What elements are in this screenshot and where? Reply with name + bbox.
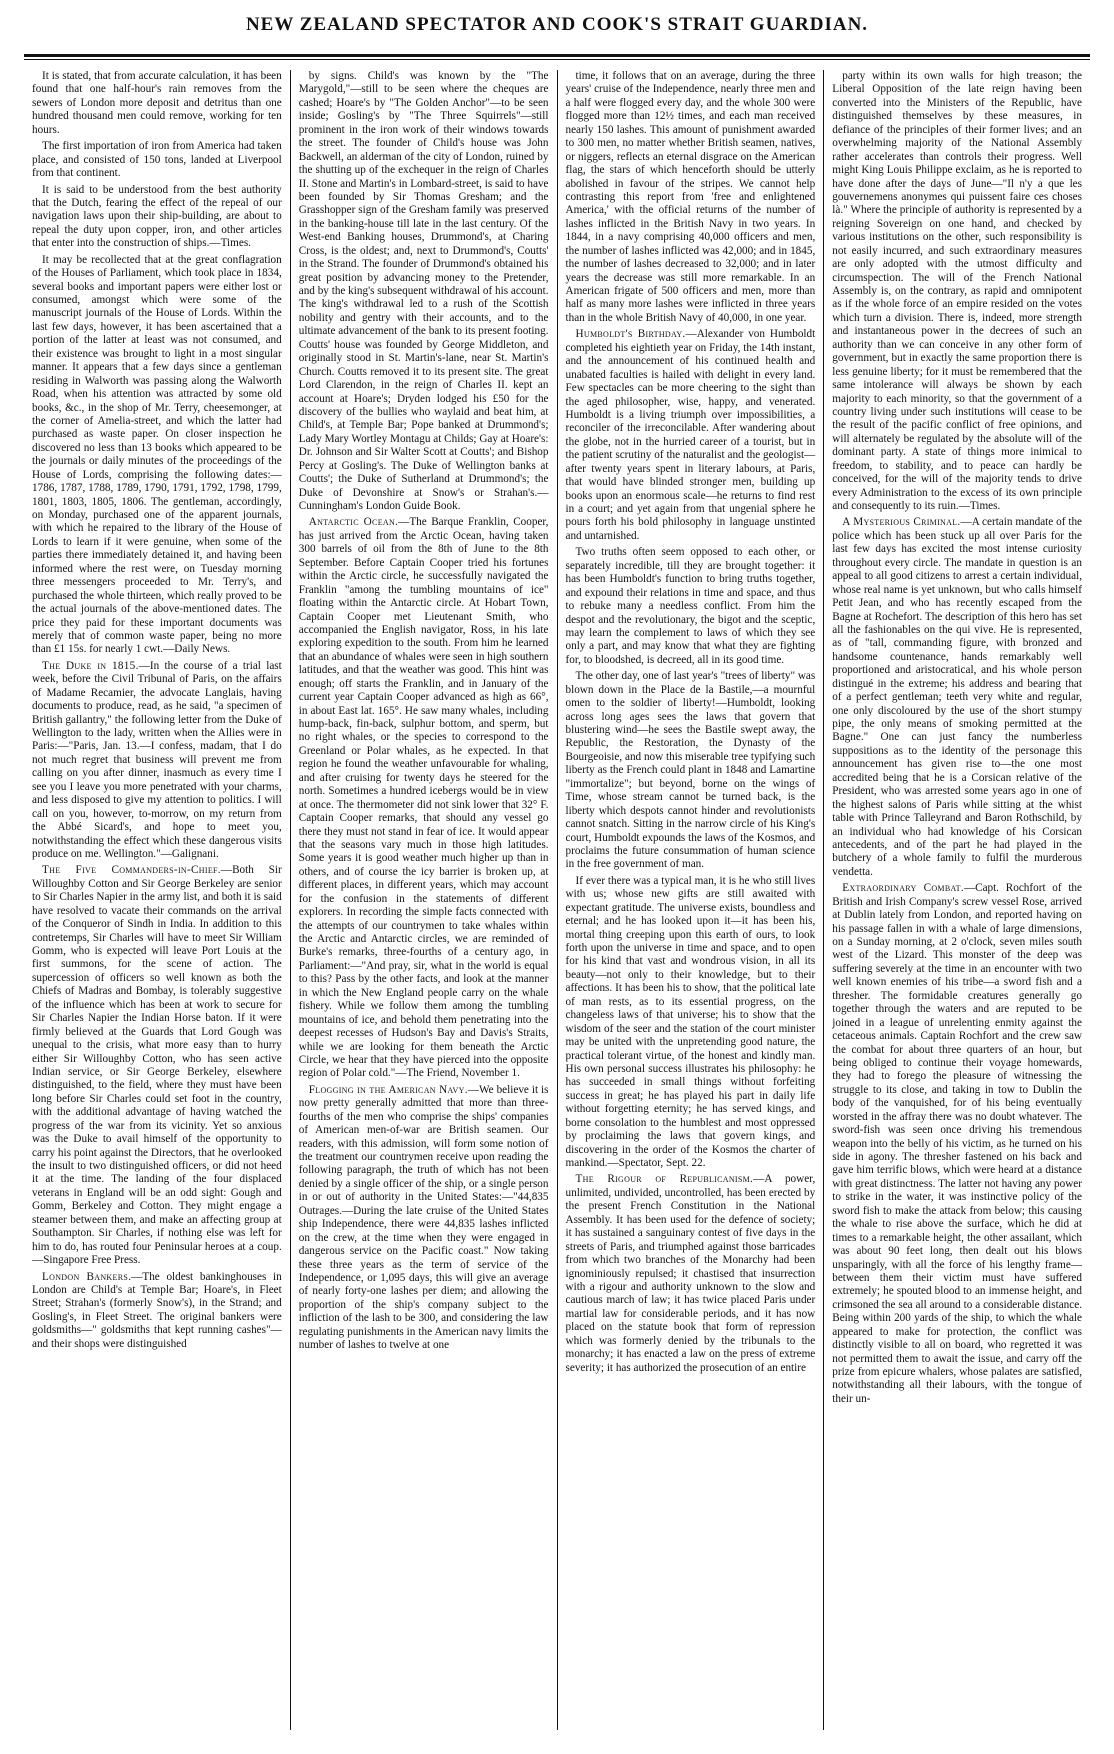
article-heading: The Five Commanders-in-Chief. <box>42 864 221 877</box>
masthead-title: NEW ZEALAND SPECTATOR AND COOK'S STRAIT GUARDIAN. <box>245 14 869 35</box>
article-paragraph <box>32 140 282 180</box>
article-text: by signs. Child's was known by the "The Marygold,"—still to be seen where the cheques are cashed; Hoare's by "The Golden Anchor"—to be seen inside; Gosling's by "The Three Squirrels"—still prominent in the iron work of their windows towards the street. The founder of Child's house was John Backwell, an alderman of the city of London, ruined by the shutting up of the exchequer in the reign of Charles II. Stone and Martin's in Lombard-street, is said to have been founded by Sir Thomas Gresham; and the Grasshopper sign of the Gresham family was preserved in the banking-house till late in the last century. Of the West-end Banking houses, Drummond's, at Charing Cross, is the oldest; and, next to Drummond's, Coutts' in the Strand. The founder of Drummond's obtained his great position by advancing money to the Pretender, and by the king's subsequent withdrawal of his account. The king's withdrawal led to a rush of the Scottish nobility and gentry with their accounts, and to the ultimate advancement of the bank to its present footing. Coutts' house was founded by George Middleton, and originally stood in St. Martin's-lane, near St. Martin's Church. Coutts removed it to its present site. The great Lord Clarendon, in the reign of Charles II. kept an account at Hoare's; Dryden lodged his £50 for the discovery of the bullies who waylaid and beat him, at Child's, at Temple Bar; Pope banked at Drummond's; Lady Mary Wortley Montagu at Childs; Gay at Hoare's: Dr. Johnson and Sir Walter Scott at Coutts'; and Bishop Percy at Gosling's. The Duke of Wellington banks at Coutts'; the Duke of Sutherland at Drummond's; the Duke of Devonshire at Snow's or Strahan's.—Cunningham's London Guide Book. <box>298 70 549 512</box>
article-text: The first importation of iron from America had taken place, and consisted of 150 tons, landed at Liverpool from that continent. <box>32 140 282 180</box>
article-text: party within its own walls for high treason; the Liberal Opposition of the late reign having been converted into the Ministers of the Republic, have distinguished themselves by these measures, in defiance of the principles of their former lives; and an overwhelming majority of the National Assembly rather accelerates than controls their progress. Well might King Louis Philippe exclaim, as he is reported to have done after the days of June—"Il n'y a que les gouvernemens anonymes qui puissent faire ces choses là." Where the principle of authority is represented by a reigning Sovereign on one hand, and checked by various institutions on the other, such responsibility is not easily incurred, and such extraordinary measures are only adopted with the utmost difficulty and circumspection. The will of the French National Assembly is, on the contrary, as rapid and omnipotent as if the whole force of an empire resided on the votes which turn a division. There is, indeed, more strength and instantaneous power in the decrees of such an authority than we can conceive in any other form of government, but in exactly the same proportion there is less genuine liberty; for it must be remembered that the same intolerance will always be shown by each majority to each minority, so that the government of a country living under such institutions will cease to be the result of the pacific conflict of free opinions, and will alternately be regulated by the absolute will of the dominant party. A state of things more inimical to freedom, to stability, and to peace can hardly be conceived, for the will of the majority tends to drive every Administration to the excess of its own principle and consequently to its ruin.—Times. <box>832 70 1082 512</box>
article-text: If ever there was a typical man, it is he who still lives with us; whose new gifts are still awaited with expectant gratitude. The universe exists, boundless and eternal; and he has looked upon it—it has been his, mortal thing creeping upon this earth of ours, to look forth upon the universe in time and space, and to open for his kind that vast and wondrous vision, in all its beauty—not only to their knowledge, but to their affections. It has been his to show, that the political late of man rests, as to its essential progress, on the changeless laws of that universe; his to show that the wisdom of the seer and the station of the court minister may be united with the unpretending good nature, the practical tolerant virtue, of the honest and kindly man. His own personal success illustrates his philosophy: he has succeeded in small things without forfeiting success in great; he has played his part in daily life without forgetting eternity; he has served kings, and borne consolation to the humblest and most oppressed by proclaiming the laws that govern kings, and discovering in the order of the Kosmos the charter of mankind.—Spectator, Sept. 22. <box>565 874 816 1169</box>
article-text: —Alexander von Humboldt completed his eightieth year on Friday, the 14th instant, and the announcement of his continued health and unabated faculties is hailed with delight in every land. Few spectacles can be more cheering to the sight than the aged philosopher, wise, happy, and venerated. Humboldt is a living triumph over impossibilities, a reconciler of the irreconcilable. After wandering about the globe, not in the hurried career of a tourist, but in the patient scrutiny of the naturalist and the geologist—after twenty years spent in literary labours, at Paris, that would have blinded stronger men, building up books upon an enormous scale—he returns to find rest in a court; and yet again from that ungenial sphere he pours forth his bold philosophy in language unstinted and untarnished. <box>565 328 816 542</box>
article-paragraph <box>32 184 282 251</box>
article-paragraph <box>566 70 816 325</box>
article-heading: The Duke in 1815. <box>42 659 139 672</box>
article-text: —The Barque Franklin, Cooper, has just arrived from the Arctic Ocean, having taken 300 barrels of oil from the 8th of June to the 8th September. Before Captain Cooper tried his fortunes within the Arctic circle, he successfully navigated the Franklin "among the tumbling mountains of ice" floating within the Antarctic circle. At Hobart Town, Captain Cooper met Lieutenant Smith, who accompanied the English navigator, Ross, in his late exploring expedition to the south. From him he learned that an abundance of whales were seen in high southern latitudes, and that the weather was good. This hint was enough; off starts the Franklin, and in January of the current year Captain Cooper advanced as high as 66°, in about East lat. 165°. He saw many whales, including hump-back, fin-back, sulphur bottom, and sperm, but no right whales, or the species to correspond to the Greenland or Polar whales, as he expected. In that region he found the weather unfavourable for whaling, and after cruising for twenty days he steered for the north. Sometimes a hundred icebergs would be in view at once. The thermometer did not sink lower that 32° F. Captain Cooper remarks, that should any vessel go there they must not stand in fear of ice. It would appear that the seasons vary much in those high latitudes. Some years it is good weather much higher up than in others, and of course the icy barrier is broken up, at different places, in different years, which may account for the confusion in the statements of different explorers. In recording the simple facts connected with the attempts of our countrymen to take whales within the Arctic and Antarctic circles, we are reminded of Burke's remarks, three-fourths of a century ago, in Parliament:—"And pray, sir, what in the world is equal to this? Pass by the other facts, and look at the manner in which the New England people carry on the whale fishery. While we follow them among the tumbling mountains of ice, and behold them penetrating into the deepest recesses of Hudson's Bay and Davis's Straits, while we are looking for them beneath the Arctic Circle, we hear that they have pierced into the opposite region of Polar cold."—The Friend, November 1. <box>298 516 549 1080</box>
article-text: —Both Sir Willoughby Cotton and Sir George Berkeley are senior to Sir Charles Napier in the army list, and both it is said have resolved to vacate their commands on the arrival of the Conqueror of Sindh in India. In addition to this contretemps, Sir Charles will have to meet Sir William Gomm, who is expected will leave Port Louis at the first summons, for the scene of action. The supercession of officers so well known as both the Chiefs of Madras and Bombay, is tolerably suggestive of the influence which has been at work to secure for Sir Charles Napier the Indian Horse baton. If it were firmly believed at the Guards that Lord Gough was unequal to the crisis, what more easy than to hurry either Sir Willoughby Cotton, who has seen active Indian service, or Sir George Berkeley, elsewhere distinguished, to the field, where they must have been long before Sir Charles could set foot in the country, with the additional advantage of having watched the progress of the war from its vicinity. Yet so anxious was the Duke to avail himself of the opportunity to carry his point against the Directors, that he overlooked the insult to two distinguished officers, or did not heed it at the time. The landing of the four displaced veterans in England will be an odd sight: Gough and Gomm, Berkeley and Cotton. They might engage a steamer between them, and make an affecting group at Southampton. Sir Charles, if nothing else was left for him to do, has routed four Peninsular heroes at a coup.—Singapore Free Press. <box>32 864 282 1267</box>
article-text: —A power, unlimited, undivided, uncontrolled, has been erected by the present French Constitution in the National Assembly. It has been used for the defence of society; it has sustained a sanguinary contest of five days in the streets of Paris, and triumphed against those barricades from which two branches of the Monarchy had been ignominiously repulsed; it chastised that insurrection with a rigour and authority unknown to the slow and cautious march of law; it has twice placed Paris under martial law for considerable periods, and it has now placed on the statute book that form of repression which was formerly denied by the tribunals to the monarchy; it has enacted a law on the press of extreme severity; it has authorized the prosecution of an entire <box>565 1173 816 1374</box>
article-heading: A Mysterious Criminal. <box>842 516 961 529</box>
article-paragraph <box>32 1271 282 1352</box>
article-paragraph <box>32 70 282 137</box>
article-paragraph <box>32 660 282 862</box>
article-paragraph <box>299 516 549 1080</box>
article-text: time, it follows that on an average, during the three years' cruise of the Independence, nearly three men and a half were flogged every day, and the whole 300 were flogged more than 12½ times, and each man received nearly 150 lashes. This amount of punishment awarded to 300 men, no matter whether British seamen, natives, or niggers, reflects an eternal disgrace on the American flag, the stars of which henceforth should be utterly abolished in favour of the stripes. We cannot help contrasting this report from 'free and enlightened America,' with the official returns of the number of lashes inflicted in the British Navy in two years. In 1844, in a navy comprising 40,000 officers and men, the number of lashes inflicted was 42,000; and in 1845, the number of lashes decreased to 32,000; and in later years the decrease was still more remarkable. In an American frigate of 500 officers and men, more than half as many more lashes were inflicted in three years than in the whole British Navy of 40,000, in one year. <box>565 70 816 324</box>
article-paragraph <box>566 670 816 872</box>
article-heading: Humboldt's Birthday. <box>575 328 686 341</box>
article-heading: London Bankers. <box>42 1270 132 1283</box>
article-text: —A certain mandate of the police which has been stuck up all over Paris for the last few days has excited the most intense curiosity throughout every circle. The mandate in question is an appeal to all good citizens to arrest a certain individual, whose real name is yet unknown, but who calls himself Petit Jean, and who has recently escaped from the Bagne at Rochefort. The description of this hero has set all the fashionables on the qui vive. He is represented, as of "tall, commanding figure, with bronzed and handsome countenance, hands remarkably well proportioned and aristocratical, and his whole person distingué in the extreme; his address and bearing that of a perfect gentleman; teeth very white and regular, one only discoloured by the use of the short stumpy pipe, the only means of smoking permitted at the Bagne." One can just fancy the numberless suppositions as to the identity of the personage this announcement has given rise to—the one most accredited being that he is a Corsican relative of the President, who was arrested some years ago in one of the highest salons of Paris while sitting at the whist table with Prince Talleyrand and Baron Rothschild, by an individual who had knowledge of his Corsican antecedents, and of the part he had played in the butchery of a whole family to fulfil the murderous vendetta. <box>832 516 1082 878</box>
article-paragraph <box>32 864 282 1267</box>
column-1 <box>24 70 291 1730</box>
article-text: —Capt. Rochfort of the British and Irish Company's screw vessel Rose, arrived at Dublin lately from London, and reported having on his passage fallen in with a whale of large dimensions, on a Sunday morning, at 2 o'clock, seven miles south west of the Lizard. This monster of the deep was suffering severely at the time in an encounter with two well known enemies of his tribe—a sword fish and a thresher. The formidable creatures generally go together through the waters and are reputed to be joined in a league of unrelenting enmity against the cetaceous animals. Captain Rochfort and the crew saw the combat for about three quarters of an hour, but being obliged to continue their voyage homewards, they had to forego the pleasure of witnessing the struggle to its close, and taking in tow to Dublin the body of the vanquished, for of his being eventually worsted in the affray there was no doubt whatever. The sword-fish was seen once driving his tremendous weapon into the belly of his victim, as he turned on his side in agony. The thresher fastened on his back and gave him terrific blows, which were heard at a distance with great distinctness. The latter not having any power to strike in the water, it was instinctive policy of the sword fish to make the attack from below; this causing the whale to rise above the surface, which he did at times to a remarkable height, the other assailant, which was about 90 feet long, then dealt out his blows unsparingly, with all the force of his lengthy frame—between them their victim must have suffered extremely; he spouted blood to an immense height, and crimsoned the sea all around to a considerable distance. Being within 200 yards of the ship, to which the whale appeared to make for protection, the conflict was distinctly visible to all on board, who regretted it was not permitted them to await the issue, and carry off the prize from epicure whalers, whose palates are satisfied, notwithstanding all their labours, with the tongue of their un- <box>832 882 1082 1405</box>
article-paragraph <box>566 875 816 1171</box>
article-paragraph <box>832 70 1082 513</box>
masthead-rule-thick <box>24 54 1090 57</box>
article-heading: Extraordinary Combat. <box>842 882 964 895</box>
article-text: —In the course of a trial last week, before the Civil Tribunal of Paris, on the affairs of Madame Recamier, the advocate Langlais, having documents to produce, read, as he said, "a specimen of British gallantry," the following letter from the Duke of Wellington to the lady, written when the Allies were in Paris:—"Paris, Jan. 13.—I confess, madam, that I do not much regret that business will prevent me from calling on you after dinner, inasmuch as every time I see you I leave you more penetrated with your charms, and less disposed to give my attention to politics. I will call on you, however, to-morrow, on my return from the Abbé Sicard's, and hope to meet you, notwithstanding the effect which these dangerous visits produce on me. Wellington."—Galignani. <box>32 659 282 860</box>
columns <box>24 70 1090 1730</box>
article-heading: Antarctic Ocean. <box>308 516 399 529</box>
article-paragraph <box>566 546 816 667</box>
article-text: —The oldest bankinghouses in London are Child's at Temple Bar; Hoare's, in Fleet Street; Strahan's (formerly Snow's), in the Strand; and Gosling's, in Fleet Street. The original bankers were goldsmiths—" goldsmiths that kept running cashes"—and their shops were distinguished <box>32 1270 282 1350</box>
column-3 <box>558 70 825 1730</box>
article-paragraph <box>832 882 1082 1406</box>
article-text: It is stated, that from accurate calculation, it has been found that one half-hour's rain removes from the sewers of London more deposit and detritus than one hundred thousand men could remove, working for ten hours. <box>32 70 282 136</box>
article-paragraph <box>299 1084 549 1353</box>
article-paragraph <box>566 328 816 543</box>
article-heading: The Rigour of Republicanism. <box>575 1173 754 1186</box>
article-text: The other day, one of last year's "trees of liberty" was blown down in the Place de la Bastile,—a mournful omen to the soldier of liberty!—Humboldt, looking across long ages sees the laws that govern that blustering wind—he sees the Bastile swept away, the Republic, the Restoration, the Dynasty of the Bourgeoisie, and now this miserable tree typifying such liberty as the French could plant in 1848 and Lamartine "immortalize"; but beyond, borne on the wings of Time, whose stream cannot be turned back, is the liberty which despots cannot hinder and revolutionists cannot snatch. Sitting in the narrow circle of his King's court, Humboldt expounds the laws of the Kosmos, and proclaims the future consummation of human science in the free government of man. <box>565 670 816 871</box>
masthead-rule-thin <box>24 59 1090 60</box>
article-heading: Flogging in the American Navy. <box>308 1083 468 1096</box>
article-text: —We believe it is now pretty generally admitted that more than three-fourths of the men who comprise the ships' companies of American men-of-war are British seamen. Our readers, with this admission, will form some notion of the treatment our countrymen receive upon reading the following paragraph, the truth of which has not been denied by a single officer of the ship, or a single person in or out of authority in the United States:—"44,835 Outrages.—During the late cruise of the United States ship Independence, there were 44,835 lashes inflicted on the crew, at the time when they were engaged in dangerous service on the Pacific coast." Now taking these three years as the term of service of the Independence, or 1,095 days, this will give an average of nearly forty-one lashes per diem; and allowing the proportion of the ship's company subject to the infliction of the lash to be 300, and considering the law regulating punishments in the American navy limits the number of lashes to twelve at one <box>298 1083 549 1352</box>
article-text: It is said to be understood from the best authority that the Dutch, fearing the effect of the repeal of our navigation laws upon their ship-building, are about to repeal the duty upon copper, iron, and other articles that enter into the construction of ships.—Times. <box>32 183 282 250</box>
article-text: It may be recollected that at the great conflagration of the Houses of Parliament, which took place in 1834, several books and important papers were either lost or consumed, amongst which were some of the manuscript journals of the House of Lords. Within the last few days, however, it has been ascertained that a portion of the latter at least was not consumed, and their existence was brought to light in a most singular manner. It appears that a few days since a gentleman residing in Walworth was passing along the Walworth Road, when his attention was attracted by some old books, &c., in the shop of Mr. Terry, cheesemonger, at the corner of Amelia-street, and which the latter had purchased as waste paper. On closer inspection he discovered no less than 13 books which appeared to be the journals or daily minutes of the proceedings of the House of Lords, comprising the following dates:—1786, 1787, 1788, 1789, 1790, 1791, 1792, 1798, 1799, 1801, 1803, 1805, 1806. The gentleman, accordingly, on Monday, purchased one of the apparent journals, with which he repaired to the library of the House of Lords to learn if it were genuine, when some of the parties there immediately detained it, and having been informed where the rest were, on Tuesday morning three messengers proceeded to Mr. Terry's, and purchased the whole thirteen, which really proved to be the actual journals of the above-mentioned dates. The price they paid for these important documents was merely that of common waste paper, being no more than £1 15s. for nearly 1 cwt.—Daily News. <box>32 253 282 656</box>
column-2 <box>291 70 558 1730</box>
article-paragraph <box>832 516 1082 879</box>
article-paragraph <box>566 1173 816 1375</box>
article-paragraph <box>299 70 549 513</box>
article-text: Two truths often seem opposed to each other, or separately incredible, till they are brought together: it has been Humboldt's function to bring truths together, and expound their relations in time and space, and thus to rebuke many a needless conflict. From him the despot and the revolutionary, the bigot and the sceptic, may learn the complement to laws of which they see only a part, and may know that what they are fighting for, to bloodshed, is decreed, all in its good time. <box>565 546 816 666</box>
column-4 <box>824 70 1090 1730</box>
article-paragraph <box>32 254 282 657</box>
